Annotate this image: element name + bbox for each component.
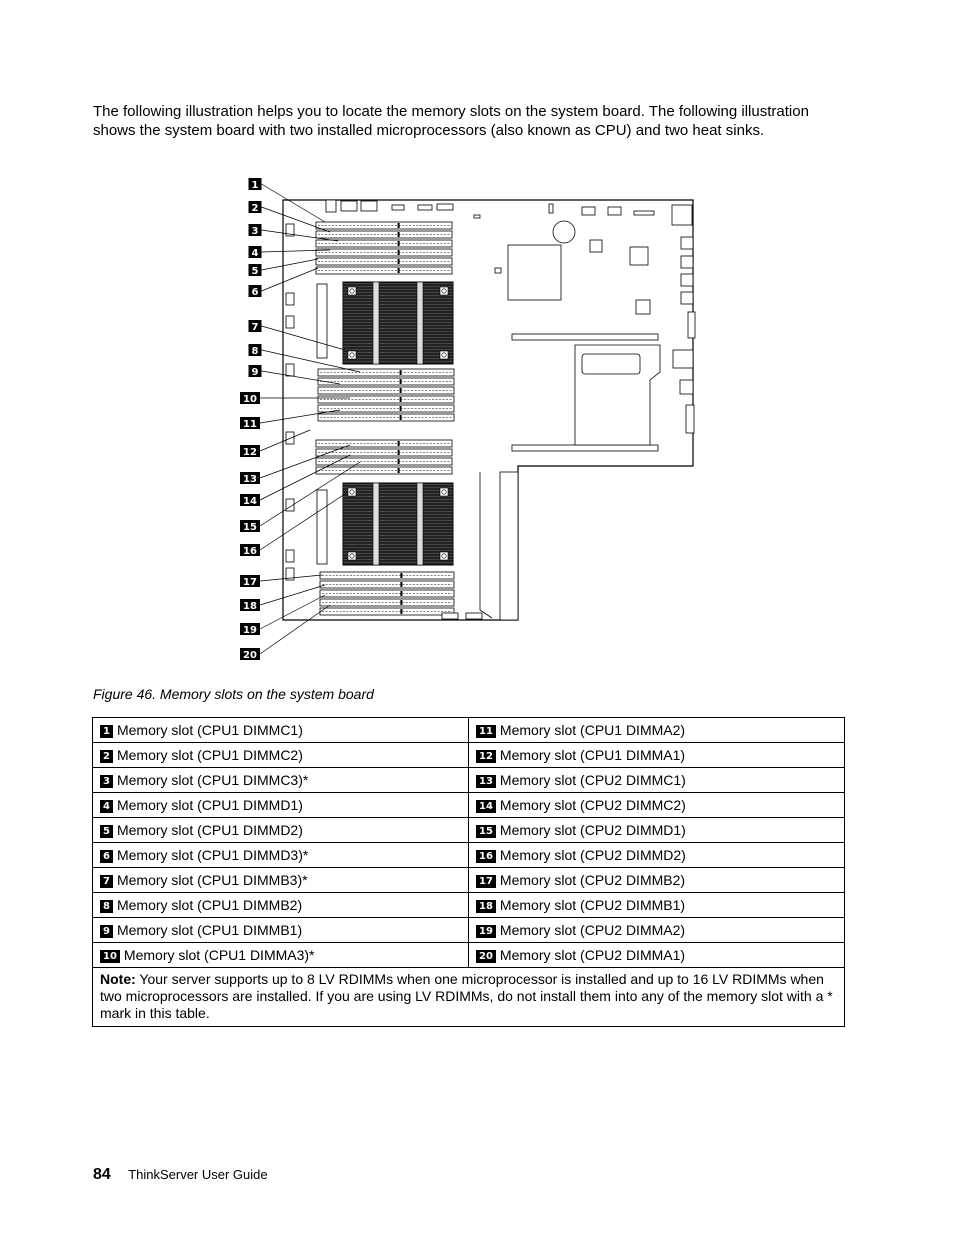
table-row xyxy=(93,868,845,893)
top-connector xyxy=(361,201,377,211)
callout-number: 12 xyxy=(243,447,257,458)
callout-number: 6 xyxy=(251,287,259,298)
power-connector xyxy=(317,284,327,358)
top-connector xyxy=(672,205,692,225)
table-row xyxy=(93,843,845,868)
table-row xyxy=(93,768,845,793)
small-header xyxy=(286,316,294,328)
pci-slot xyxy=(512,445,658,451)
dimm-slot-key xyxy=(400,397,402,402)
chip xyxy=(590,240,602,252)
callout-number-badge: 12 xyxy=(476,750,496,763)
callout-number-badge: 8 xyxy=(100,900,113,913)
callout-number: 4 xyxy=(251,248,259,259)
dimm-slot-key xyxy=(398,268,400,273)
table-row xyxy=(93,793,845,818)
callout-number-badge: 9 xyxy=(100,925,113,938)
callout-number-badge: 10 xyxy=(100,950,120,963)
callout-number: 2 xyxy=(251,203,259,214)
dimm-slot-key xyxy=(398,250,400,255)
slot-description: Memory slot (CPU1 DIMMC3)* xyxy=(116,772,309,788)
slot-description: Memory slot (CPU2 DIMMC2) xyxy=(499,797,686,813)
top-connector xyxy=(549,204,553,213)
table-cell xyxy=(93,718,469,743)
battery xyxy=(553,221,575,243)
callout-number-badge: 1 xyxy=(100,725,113,738)
dimm-slot-key xyxy=(400,379,402,384)
table-note-row xyxy=(93,968,845,1027)
top-connector xyxy=(437,204,453,210)
callout-number-badge: 17 xyxy=(476,875,496,888)
dimm-slot-key xyxy=(400,582,402,587)
table-cell xyxy=(93,868,469,893)
callout-number: 3 xyxy=(251,226,259,237)
chipset xyxy=(508,245,561,300)
small-header xyxy=(286,293,294,305)
callout-number: 16 xyxy=(243,546,257,557)
riser-label-area xyxy=(582,354,640,374)
slot-description: Memory slot (CPU1 DIMMC1) xyxy=(116,722,303,738)
top-connector xyxy=(392,205,404,210)
slot-description: Memory slot (CPU2 DIMMB2) xyxy=(499,872,686,888)
table-cell xyxy=(93,918,469,943)
callout-number-badge: 4 xyxy=(100,800,113,813)
callout-number-badge: 15 xyxy=(476,825,496,838)
slot-description: Memory slot (CPU1 DIMMB3)* xyxy=(116,872,308,888)
table-cell xyxy=(469,868,845,893)
top-connector xyxy=(634,211,654,215)
dimm-slot-key xyxy=(398,450,400,455)
slot-description: Memory slot (CPU1 DIMMD3)* xyxy=(116,847,309,863)
table-cell xyxy=(93,793,469,818)
callout-number: 10 xyxy=(243,394,257,405)
callout-number-badge: 2 xyxy=(100,750,113,763)
heat-pipe xyxy=(373,483,379,565)
slot-description: Memory slot (CPU1 DIMMD2) xyxy=(116,822,303,838)
callout-number: 1 xyxy=(251,180,259,191)
table-cell xyxy=(93,743,469,768)
top-connector xyxy=(418,205,432,210)
top-connector xyxy=(474,215,480,218)
table-cell xyxy=(93,818,469,843)
callout-number: 13 xyxy=(243,474,257,485)
slot-description: Memory slot (CPU1 DIMMB2) xyxy=(116,897,303,913)
callout-number: 17 xyxy=(243,577,257,588)
table-cell xyxy=(93,768,469,793)
heat-sink xyxy=(343,282,453,364)
callout-number: 11 xyxy=(243,419,257,430)
dimm-slot-key xyxy=(400,415,402,420)
callout-number-badge: 20 xyxy=(476,950,496,963)
small-header xyxy=(286,364,294,376)
slot-description: Memory slot (CPU1 DIMMA1) xyxy=(499,747,686,763)
memory-slot-table xyxy=(92,717,845,1027)
table-cell xyxy=(469,918,845,943)
dimm-slot-key xyxy=(398,232,400,237)
callout-number-badge: 18 xyxy=(476,900,496,913)
callout-number: 5 xyxy=(251,266,259,277)
table-cell xyxy=(469,743,845,768)
right-connector xyxy=(688,312,695,338)
right-connector xyxy=(681,256,693,268)
table-cell xyxy=(469,893,845,918)
dimm-slot-key xyxy=(400,600,402,605)
heat-sink-screw xyxy=(348,552,356,560)
dimm-slot-key xyxy=(398,459,400,464)
table-cell xyxy=(469,768,845,793)
table-row xyxy=(93,818,845,843)
callout-number: 19 xyxy=(243,625,257,636)
chip xyxy=(495,268,501,273)
callout-number: 7 xyxy=(251,322,259,333)
bottom-connector xyxy=(442,613,458,619)
right-connector xyxy=(681,292,693,304)
heat-pipe xyxy=(417,483,423,565)
dimm-slot-key xyxy=(398,223,400,228)
dimm-slot-key xyxy=(400,573,402,578)
table-cell xyxy=(93,893,469,918)
callout-number: 8 xyxy=(251,346,259,357)
right-connector xyxy=(680,380,693,394)
right-connector xyxy=(681,237,693,249)
callout-number: 14 xyxy=(243,496,257,507)
top-connector xyxy=(326,200,336,212)
dimm-slot-key xyxy=(398,259,400,264)
callout-number-badge: 16 xyxy=(476,850,496,863)
callout-number: 18 xyxy=(243,601,257,612)
heat-sink-screw xyxy=(440,287,448,295)
table-cell xyxy=(469,943,845,968)
dimm-slot-key xyxy=(400,388,402,393)
callout-badges xyxy=(240,178,262,661)
callout-number-badge: 6 xyxy=(100,850,113,863)
callout-number-badge: 11 xyxy=(476,725,496,738)
table-cell xyxy=(469,843,845,868)
slot-description: Memory slot (CPU2 DIMMD1) xyxy=(499,822,686,838)
pci-slot xyxy=(512,334,658,340)
heat-sink-screw xyxy=(440,351,448,359)
right-connector xyxy=(673,350,693,368)
sata-connector xyxy=(608,207,621,215)
slot-description: Memory slot (CPU2 DIMMA1) xyxy=(499,947,686,963)
bottom-connector xyxy=(466,613,482,619)
slot-description: Memory slot (CPU1 DIMMA3)* xyxy=(123,947,315,963)
dimm-slot-key xyxy=(400,591,402,596)
page-number: 84 xyxy=(93,1166,111,1183)
table-cell xyxy=(93,843,469,868)
heat-sink-screw xyxy=(440,552,448,560)
table-row xyxy=(93,918,845,943)
page-footer xyxy=(93,1166,268,1184)
slot-description: Memory slot (CPU2 DIMMA2) xyxy=(499,922,686,938)
slot-description: Memory slot (CPU1 DIMMD1) xyxy=(116,797,303,813)
right-connector xyxy=(686,405,694,433)
table-row xyxy=(93,718,845,743)
table-cell xyxy=(469,818,845,843)
callout-number: 20 xyxy=(243,650,257,661)
dimm-slot-key xyxy=(400,370,402,375)
dimm-slot-key xyxy=(398,468,400,473)
table-cell xyxy=(469,793,845,818)
table-note xyxy=(93,968,845,1027)
heat-pipe xyxy=(417,282,423,364)
slot-description: Memory slot (CPU1 DIMMB1) xyxy=(116,922,303,938)
chip xyxy=(630,247,648,265)
callout-number-badge: 14 xyxy=(476,800,496,813)
slot-description: Memory slot (CPU1 DIMMC2) xyxy=(116,747,303,763)
callout-number-badge: 7 xyxy=(100,875,113,888)
small-header xyxy=(286,432,294,444)
note-text: Your server supports up to 8 LV RDIMMs when one microprocessor is installed and up to 16 LV RDIMMs when two microprocessors are installed. If you are using LV RDIMMs, do not install them into any of the memory slot with a * mark in this table. xyxy=(100,971,833,1021)
heat-sink-screw xyxy=(348,351,356,359)
callout-number-badge: 13 xyxy=(476,775,496,788)
note-label: Note: xyxy=(100,971,136,987)
callout-number-badge: 3 xyxy=(100,775,113,788)
table-row xyxy=(93,943,845,968)
callout-number: 9 xyxy=(251,367,259,378)
dimm-slot-key xyxy=(398,441,400,446)
heat-sink xyxy=(343,483,453,565)
table-row xyxy=(93,743,845,768)
callout-number-badge: 19 xyxy=(476,925,496,938)
heat-pipe xyxy=(373,282,379,364)
top-connector xyxy=(341,201,357,211)
slot-description: Memory slot (CPU2 DIMMD2) xyxy=(499,847,686,863)
slot-description: Memory slot (CPU2 DIMMB1) xyxy=(499,897,686,913)
intro-paragraph: The following illustration helps you to locate the memory slots on the system board. The following illustration shows the system board with two installed microprocessors (also known as CPU) and two heat sinks. xyxy=(93,103,809,139)
slot-description: Memory slot (CPU1 DIMMA2) xyxy=(499,722,686,738)
table-row xyxy=(93,893,845,918)
table-cell xyxy=(469,718,845,743)
figure-caption: Figure 46. Memory slots on the system board xyxy=(93,686,374,702)
small-header xyxy=(286,550,294,562)
chip xyxy=(636,300,650,314)
dimm-slot-key xyxy=(400,406,402,411)
vertical-slot xyxy=(500,472,518,620)
table-cell xyxy=(93,943,469,968)
heat-sink-screw xyxy=(348,488,356,496)
callout-number: 15 xyxy=(243,522,257,533)
callout-number-badge: 5 xyxy=(100,825,113,838)
right-connector xyxy=(681,274,693,286)
dimm-slot-key xyxy=(400,609,402,614)
footer-title: ThinkServer User Guide xyxy=(128,1167,268,1182)
heat-sink-screw xyxy=(440,488,448,496)
sata-connector xyxy=(582,207,595,215)
heat-sink-screw xyxy=(348,287,356,295)
slot-description: Memory slot (CPU2 DIMMC1) xyxy=(499,772,686,788)
power-connector xyxy=(317,490,327,564)
dimm-slot-key xyxy=(398,241,400,246)
